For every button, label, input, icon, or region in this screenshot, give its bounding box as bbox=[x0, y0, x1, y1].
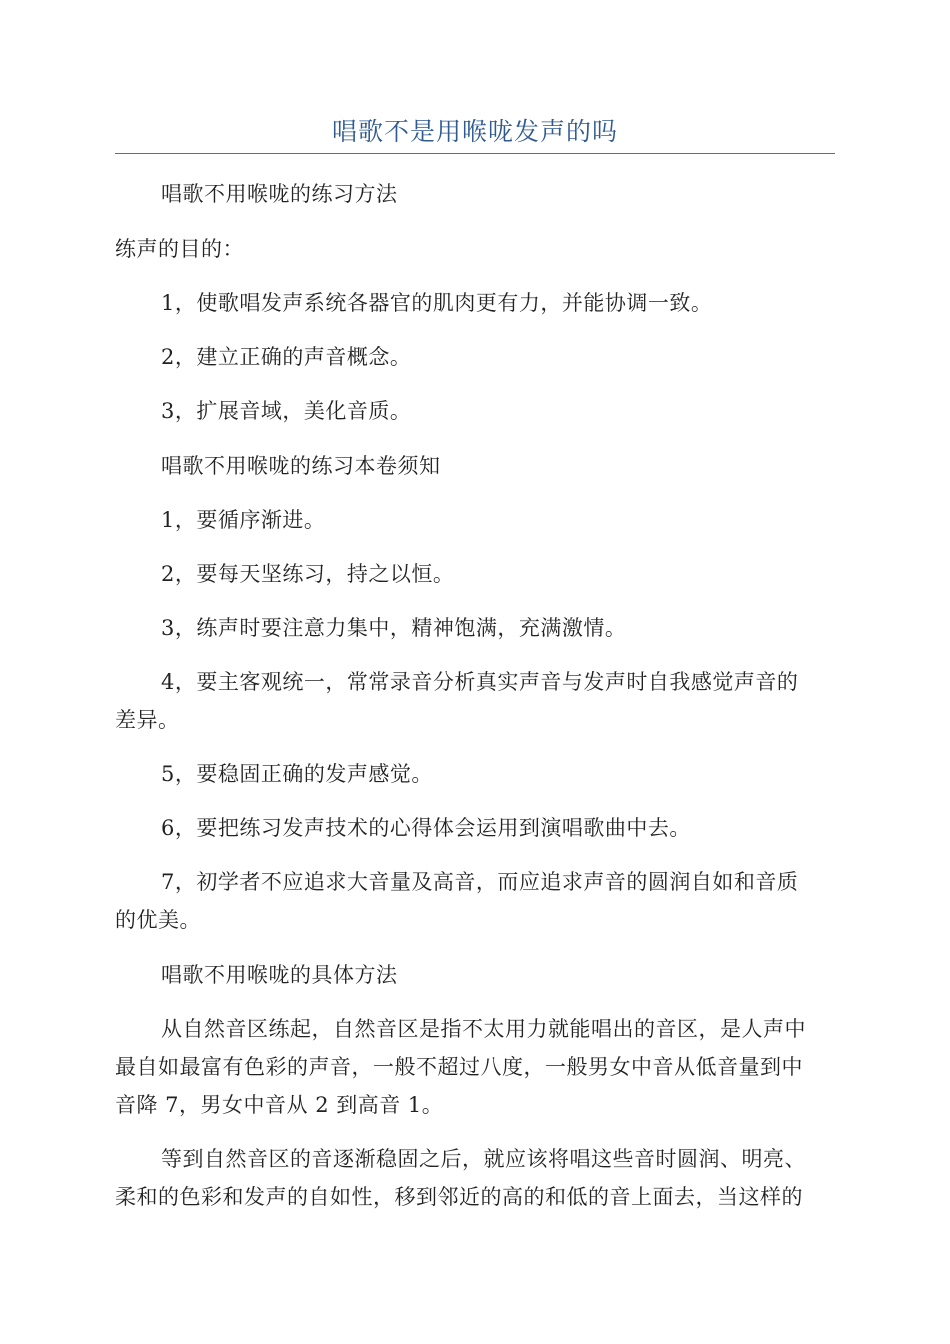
note-item: 6，要把练习发声技术的心得体会运用到演唱歌曲中去。 bbox=[161, 816, 691, 840]
purpose-label: 练声的目的： bbox=[115, 237, 244, 261]
page-title: 唱歌不是用喉咙发声的吗 bbox=[331, 117, 618, 146]
note-item: 5，要稳固正确的发声感觉。 bbox=[161, 762, 433, 786]
note-item: 3，练声时要注意力集中，精神饱满，充满激情。 bbox=[161, 616, 627, 640]
method-paragraph-2-line-1: 等到自然音区的音逐渐稳固之后，就应该将唱这些音时圆润、明亮、 bbox=[161, 1147, 806, 1171]
method-paragraph-1-line-3: 音降 7，男女中音从 2 到高音 1。 bbox=[115, 1093, 444, 1117]
method-paragraph-1-line-1: 从自然音区练起，自然音区是指不太用力就能唱出的音区，是人声中 bbox=[161, 1017, 806, 1041]
title-underline bbox=[115, 153, 835, 154]
method-paragraph-1-line-2: 最自如最富有色彩的声音，一般不超过八度，一般男女中音从低音量到中 bbox=[115, 1055, 803, 1079]
note-item-7-line-2: 的优美。 bbox=[115, 908, 201, 932]
purpose-item: 3，扩展音域，美化音质。 bbox=[161, 399, 412, 423]
section-heading-specific-methods: 唱歌不用喉咙的具体方法 bbox=[161, 963, 398, 987]
note-item-4-line-1: 4，要主客观统一，常常录音分析真实声音与发声时自我感觉声音的 bbox=[161, 670, 799, 694]
note-item-4-line-2: 差异。 bbox=[115, 708, 180, 732]
section-heading-practice-methods: 唱歌不用喉咙的练习方法 bbox=[161, 182, 398, 206]
purpose-item: 1，使歌唱发声系统各器官的肌肉更有力，并能协调一致。 bbox=[161, 291, 713, 315]
note-item: 2，要每天坚练习，持之以恒。 bbox=[161, 562, 455, 586]
note-item-7-line-1: 7，初学者不应追求大音量及高音，而应追求声音的圆润自如和音质 bbox=[161, 870, 799, 894]
method-paragraph-2-line-2: 柔和的色彩和发声的自如性，移到邻近的高的和低的音上面去，当这样的 bbox=[115, 1185, 803, 1209]
section-heading-notes: 唱歌不用喉咙的练习本卷须知 bbox=[161, 454, 441, 478]
purpose-item: 2，建立正确的声音概念。 bbox=[161, 345, 412, 369]
note-item: 1，要循序渐进。 bbox=[161, 508, 326, 532]
